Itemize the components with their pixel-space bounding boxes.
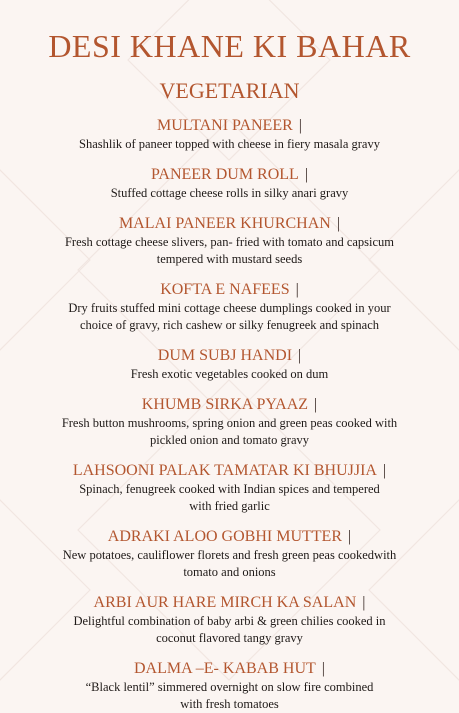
menu-item-name: PANEER DUM ROLL <box>150 166 299 183</box>
menu-item-name: KOFTA E NAFEES <box>160 281 290 298</box>
menu-item-name: DALMA –E- KABAB HUT <box>134 660 316 677</box>
menu-item-separator: | <box>298 347 302 364</box>
menu-item-separator: | <box>362 594 366 611</box>
menu-item-name-row <box>0 527 459 547</box>
menu-item <box>0 527 459 581</box>
menu-item <box>0 165 459 202</box>
menu-item-separator: | <box>348 528 352 545</box>
menu-item-name-row <box>0 214 459 234</box>
menu-item-name-row <box>0 280 459 300</box>
menu-item-name-row <box>0 593 459 613</box>
menu-item-separator: | <box>304 166 309 183</box>
menu-item-separator: | <box>382 462 387 479</box>
menu-item-description: tomato and onions <box>183 565 276 579</box>
menu-item-separator: | <box>295 281 299 298</box>
menu-item-description: Dry fruits stuffed mini cottage cheese dumplings cooked in your <box>68 301 391 315</box>
menu-item-name: DUM SUBJ HANDI <box>157 347 293 364</box>
menu-item-description: Shashlik of paneer topped with cheese in fiery masala gravy <box>79 137 380 151</box>
menu-item-separator: | <box>336 215 341 232</box>
menu-item-separator: | <box>314 396 318 413</box>
menu-item-name: MULTANI PANEER <box>157 117 293 134</box>
menu-item-description: Fresh button mushrooms, spring onion and green peas cooked with <box>61 416 398 430</box>
menu-item <box>0 461 459 515</box>
section-heading: VEGETARIAN <box>159 78 300 103</box>
menu-item-separator: | <box>321 660 325 677</box>
menu-item <box>0 346 459 383</box>
menu-item-name-row <box>0 395 459 415</box>
menu-item-description: Stuffed cottage cheese rolls in silky anari gravy <box>110 186 349 200</box>
menu-item-description: pickled onion and tomato gravy <box>150 433 309 447</box>
menu-item-description: Fresh cottage cheese slivers, pan- fried with tomato and capsicum <box>64 235 395 249</box>
menu-items-list <box>0 116 459 713</box>
menu-item-name: MALAI PANEER KHURCHAN <box>118 215 331 232</box>
menu-item-description: New potatoes, cauliflower florets and fresh green peas cookedwith <box>62 548 397 562</box>
menu-item-name: ADRAKI ALOO GOBHI MUTTER <box>107 528 342 545</box>
menu-item-name-row <box>0 116 459 136</box>
menu-item-description: coconut flavored tangy gravy <box>156 631 303 645</box>
menu-item-name: ARBI AUR HARE MIRCH KA SALAN <box>93 594 357 611</box>
menu-item <box>0 280 459 334</box>
page-title: DESI KHANE KI BAHAR <box>48 28 411 64</box>
menu-item-name: KHUMB SIRKA PYAAZ <box>141 396 309 413</box>
menu-item-separator: | <box>298 117 302 134</box>
menu-item-name-row <box>0 659 459 679</box>
menu-item-description: with fresh tomatoes <box>180 697 279 711</box>
menu-item <box>0 116 459 153</box>
menu-item-description: with fried garlic <box>189 499 270 513</box>
menu-item-description: Spinach, fenugreek cooked with Indian spices and tempered <box>79 482 380 496</box>
menu-item <box>0 395 459 449</box>
menu-item-description: “Black lentil” simmered overnight on slow fire combined <box>85 680 374 694</box>
menu-item-description: choice of gravy, rich cashew or silky fenugreek and spinach <box>79 318 380 332</box>
menu-item <box>0 659 459 713</box>
menu-item <box>0 214 459 268</box>
menu-item-description: Fresh exotic vegetables cooked on dum <box>130 367 329 381</box>
menu-item-description: tempered with mustard seeds <box>156 252 303 266</box>
menu-item-name-row <box>0 461 459 481</box>
menu-item <box>0 593 459 647</box>
menu-item-name-row <box>0 165 459 185</box>
menu-item-description: Delightful combination of baby arbi & green chilies cooked in <box>73 614 386 628</box>
menu-item-name: LAHSOONI PALAK TAMATAR KI BHUJJIA <box>72 462 377 479</box>
menu-item-name-row <box>0 346 459 366</box>
